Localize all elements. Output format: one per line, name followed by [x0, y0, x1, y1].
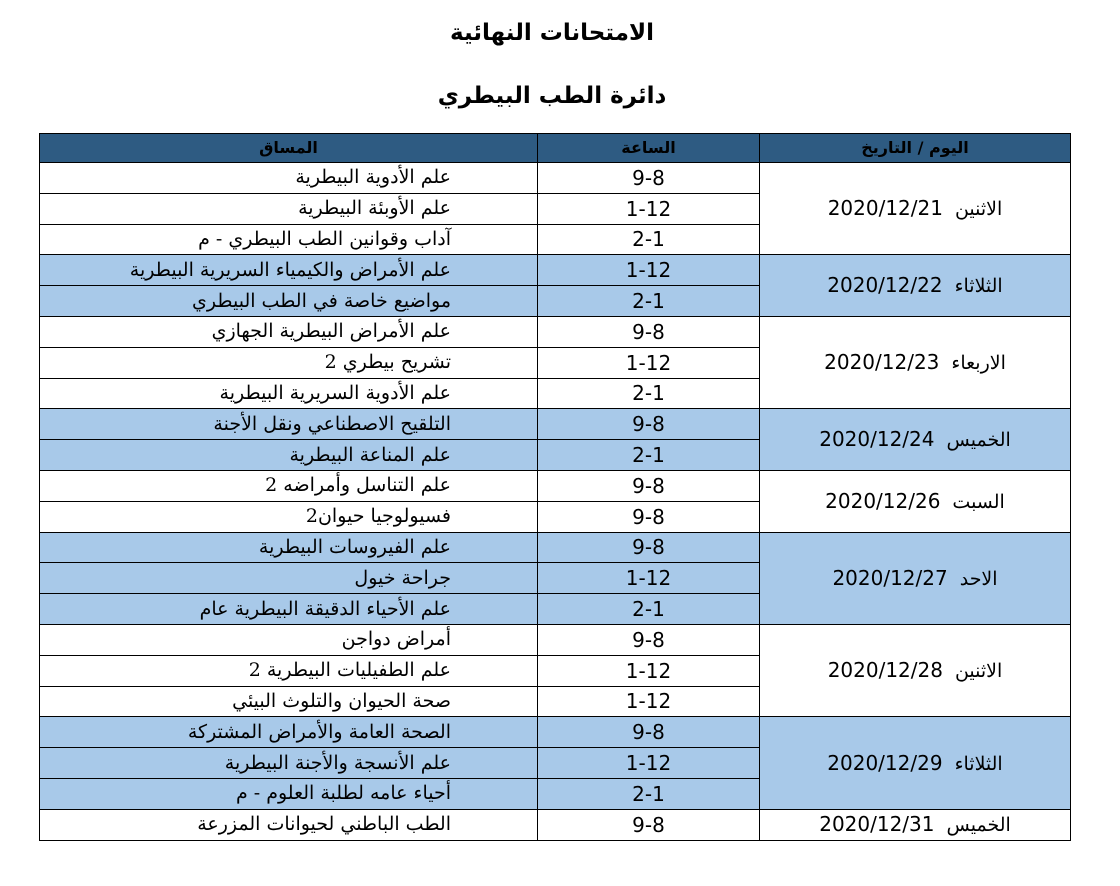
exam-date: 2020/12/29	[827, 750, 943, 775]
day-date-cell	[760, 163, 1071, 255]
exam-time-cell: 9-8	[538, 470, 760, 501]
course-name-cell: صحة الحيوان والتلوث البيئي	[40, 686, 538, 717]
exam-time-cell: 1-12	[538, 655, 760, 686]
course-name-cell: علم الأحياء الدقيقة البيطرية عام	[40, 594, 538, 625]
table-row	[40, 809, 1071, 840]
page-title: الامتحانات النهائية	[450, 20, 654, 46]
course-name-cell: مواضيع خاصة في الطب البيطري	[40, 286, 538, 317]
exam-time-cell: 2-1	[538, 378, 760, 409]
day-date-cell	[760, 717, 1071, 809]
exam-date: 2020/12/27	[832, 565, 948, 590]
exam-time-cell: 9-8	[538, 809, 760, 840]
course-name-cell: آداب وقوانين الطب البيطري - م	[40, 224, 538, 255]
exam-date: 2020/12/21	[827, 196, 943, 221]
exam-date: 2020/12/26	[825, 488, 941, 513]
day-name: الاربعاء	[951, 352, 1006, 375]
exam-time-cell: 9-8	[538, 624, 760, 655]
day-name: السبت	[952, 490, 1005, 513]
course-name-cell: علم الأنسجة والأجنة البيطرية	[40, 748, 538, 779]
exam-time-cell: 9-8	[538, 532, 760, 563]
day-date-cell	[760, 470, 1071, 532]
column-header-day-date: اليوم / التاريخ	[760, 134, 1071, 163]
course-name-cell: تشريح بيطري 2	[40, 347, 538, 378]
course-name-cell: علم الأوبئة البيطرية	[40, 193, 538, 224]
table-row	[40, 409, 1071, 440]
course-name-cell: التلقيح الاصطناعي ونقل الأجنة	[40, 409, 538, 440]
exam-date: 2020/12/23	[824, 350, 940, 375]
table-row	[40, 532, 1071, 563]
day-date-cell	[760, 409, 1071, 471]
column-header-time: الساعة	[538, 134, 760, 163]
exam-time-cell: 9-8	[538, 316, 760, 347]
day-name: الاثنين	[954, 660, 1003, 683]
exam-time-cell: 1-12	[538, 255, 760, 286]
table-header-row	[40, 134, 1071, 163]
day-date-cell	[760, 624, 1071, 716]
course-name-cell: فسيولوجيا حيوان2	[40, 501, 538, 532]
exam-time-cell: 1-12	[538, 563, 760, 594]
day-date-cell	[760, 809, 1071, 840]
table-row	[40, 470, 1071, 501]
course-name-cell: الصحة العامة والأمراض المشتركة	[40, 717, 538, 748]
course-name-cell: الطب الباطني لحيوانات المزرعة	[40, 809, 538, 840]
column-header-course: المساق	[40, 134, 538, 163]
day-name: الخميس	[946, 814, 1011, 837]
exam-time-cell: 2-1	[538, 594, 760, 625]
table-row	[40, 163, 1071, 194]
exam-time-cell: 1-12	[538, 193, 760, 224]
day-name: الثلاثاء	[954, 275, 1003, 298]
exam-time-cell: 1-12	[538, 686, 760, 717]
table-row	[40, 717, 1071, 748]
exam-time-cell: 9-8	[538, 409, 760, 440]
exam-schedule-table	[39, 133, 1071, 841]
table-row	[40, 316, 1071, 347]
exam-time-cell: 1-12	[538, 748, 760, 779]
exam-time-cell: 2-1	[538, 778, 760, 809]
table-row	[40, 255, 1071, 286]
exam-time-cell: 2-1	[538, 224, 760, 255]
course-name-cell: أمراض دواجن	[40, 624, 538, 655]
exam-time-cell: 9-8	[538, 717, 760, 748]
exam-time-cell: 9-8	[538, 163, 760, 194]
exam-date: 2020/12/22	[827, 273, 943, 298]
course-name-cell: علم التناسل وأمراضه 2	[40, 470, 538, 501]
course-name-cell: علم الفيروسات البيطرية	[40, 532, 538, 563]
day-name: الاثنين	[954, 198, 1003, 221]
exam-time-cell: 9-8	[538, 501, 760, 532]
course-name-cell: علم الأمراض البيطرية الجهازي	[40, 316, 538, 347]
day-date-cell	[760, 316, 1071, 408]
course-name-cell: علم المناعة البيطرية	[40, 440, 538, 471]
course-name-cell: علم الأمراض والكيمياء السريرية البيطرية	[40, 255, 538, 286]
schedule-body	[40, 163, 1071, 841]
day-date-cell	[760, 532, 1071, 624]
exam-time-cell: 2-1	[538, 440, 760, 471]
course-name-cell: جراحة خيول	[40, 563, 538, 594]
exam-time-cell: 1-12	[538, 347, 760, 378]
course-name-cell: علم الأدوية البيطرية	[40, 163, 538, 194]
exam-date: 2020/12/28	[827, 658, 943, 683]
exam-date: 2020/12/24	[819, 427, 935, 452]
course-name-cell: علم الأدوية السريرية البيطرية	[40, 378, 538, 409]
course-name-cell: أحياء عامه لطلبة العلوم - م	[40, 778, 538, 809]
day-date-cell	[760, 255, 1071, 317]
department-title: دائرة الطب البيطري	[437, 83, 667, 109]
day-name: الخميس	[946, 429, 1011, 452]
day-name: الاحد	[959, 567, 998, 590]
course-name-cell: علم الطفيليات البيطرية 2	[40, 655, 538, 686]
exam-date: 2020/12/31	[819, 812, 935, 837]
table-row	[40, 624, 1071, 655]
day-name: الثلاثاء	[954, 752, 1003, 775]
exam-time-cell: 2-1	[538, 286, 760, 317]
